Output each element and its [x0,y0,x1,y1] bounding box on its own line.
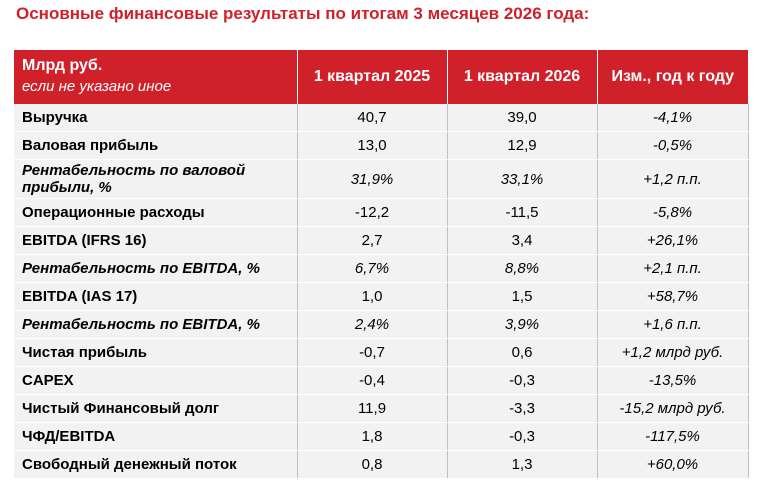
row-label: EBITDA (IFRS 16) [14,227,297,255]
value-q1-2025: 1,0 [297,283,447,311]
value-q1-2025: -0,7 [297,339,447,367]
value-q1-2025: -0,4 [297,367,447,395]
table-row [14,339,748,367]
table-row [14,104,748,132]
table-row [14,367,748,395]
row-label: Свободный денежный поток [14,451,297,479]
value-q1-2026: -3,3 [447,395,597,423]
value-q1-2026: -0,3 [447,423,597,451]
row-label: Операционные расходы [14,199,297,227]
value-yoy-change: -15,2 млрд руб. [597,395,748,423]
header-unit-label: Млрд руб. [22,57,103,74]
table-row [14,311,748,339]
value-q1-2025: 6,7% [297,255,447,283]
value-q1-2025: -12,2 [297,199,447,227]
value-q1-2025: 2,7 [297,227,447,255]
row-label: Выручка [14,104,297,132]
row-label: ЧФД/EBITDA [14,423,297,451]
value-q1-2025: 31,9% [297,160,447,199]
value-yoy-change: +58,7% [597,283,748,311]
table-row [14,227,748,255]
value-q1-2026: 1,3 [447,451,597,479]
value-yoy-change: -0,5% [597,132,748,160]
row-label: Рентабельность по EBITDA, % [14,255,297,283]
value-yoy-change: +1,6 п.п. [597,311,748,339]
row-label: Чистый Финансовый долг [14,395,297,423]
value-yoy-change: -117,5% [597,423,748,451]
header-unit-note: если не указано иное [22,78,172,95]
row-label: Рентабельность по валовой прибыли, % [14,160,297,199]
row-label: Валовая прибыль [14,132,297,160]
row-label: EBITDA (IAS 17) [14,283,297,311]
table-row [14,451,748,479]
table-row [14,283,748,311]
value-q1-2026: 39,0 [447,104,597,132]
table-header-row [14,50,748,104]
value-q1-2025: 13,0 [297,132,447,160]
value-yoy-change: +60,0% [597,451,748,479]
value-q1-2026: 8,8% [447,255,597,283]
header-yoy-change: Изм., год к году [597,50,748,104]
value-q1-2026: 33,1% [447,160,597,199]
value-yoy-change: +1,2 п.п. [597,160,748,199]
value-q1-2025: 40,7 [297,104,447,132]
value-yoy-change: -13,5% [597,367,748,395]
value-q1-2026: 12,9 [447,132,597,160]
header-q1-2025: 1 квартал 2025 [297,50,447,104]
value-q1-2026: 1,5 [447,283,597,311]
header-unit-cell [14,50,297,104]
table-row [14,395,748,423]
table-row [14,255,748,283]
value-yoy-change: +26,1% [597,227,748,255]
row-label: CAPEX [14,367,297,395]
value-q1-2026: -11,5 [447,199,597,227]
row-label: Чистая прибыль [14,339,297,367]
value-yoy-change: +1,2 млрд руб. [597,339,748,367]
header-q1-2026: 1 квартал 2026 [447,50,597,104]
value-q1-2026: -0,3 [447,367,597,395]
page-title: Основные финансовые результаты по итогам 3 месяцев 2026 года: [16,4,590,23]
table-row [14,160,748,199]
value-q1-2026: 0,6 [447,339,597,367]
value-q1-2025: 11,9 [297,395,447,423]
value-q1-2026: 3,4 [447,227,597,255]
value-yoy-change: -5,8% [597,199,748,227]
table-row [14,423,748,451]
table-row [14,132,748,160]
table-row [14,199,748,227]
value-q1-2025: 2,4% [297,311,447,339]
value-yoy-change: -4,1% [597,104,748,132]
value-q1-2025: 0,8 [297,451,447,479]
value-yoy-change: +2,1 п.п. [597,255,748,283]
row-label: Рентабельность по EBITDA, % [14,311,297,339]
value-q1-2026: 3,9% [447,311,597,339]
financial-results-table [14,50,749,478]
value-q1-2025: 1,8 [297,423,447,451]
